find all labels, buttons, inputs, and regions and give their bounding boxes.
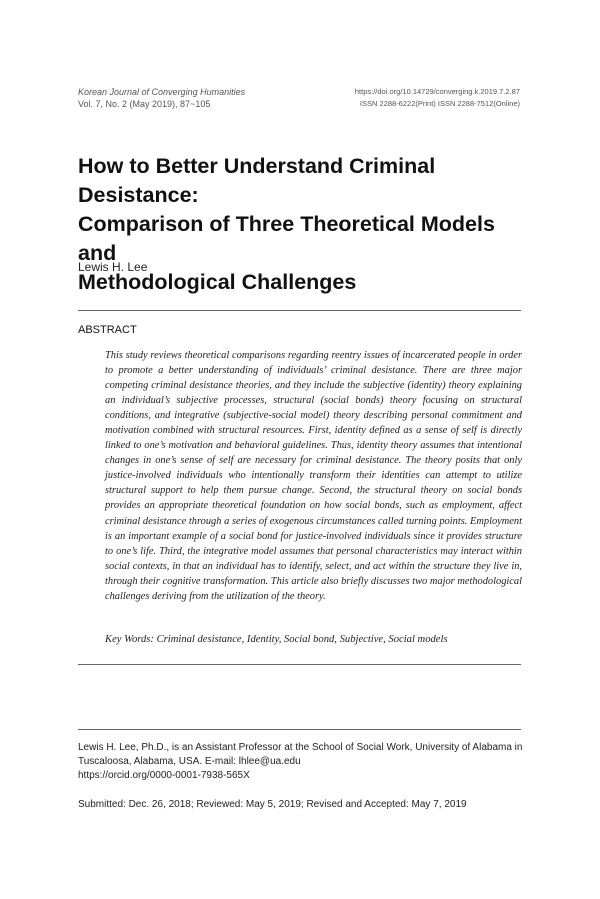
author-name: Lewis H. Lee [78, 260, 148, 274]
abstract-text: This study reviews theoretical comparisons regarding reentry issues of incarcerated people in order to promote a better understanding of individuals’ criminal desistance. There are three major competing criminal desistance theories, and they include the subjective (identity) theory explaining an individual’s subjective processes, structural (social bonds) theory focusing on structural conditions, and integrative (subjective-social model) theory describing personal commitment and motivation combined with structural resources. First, identity defined as a sense of self is directly linked to one’s motivation and behavioral guidelines. Thus, identity theory assumes that intentional changes in one’s sense of self are necessary for criminal desistance. The theory posits that only justice-involved individuals who intentionally transform their identities can attempt to utilize structural support to help them pursue change. Second, the structural theory on social bonds provides an appropriate theoretical foundation on how social bonds, such as employment, affect criminal desistance through a series of exogenous circumstances called turning points. Employment is an important example of a social bond for justice-involved individuals since it provides structure to one’s life. Third, the integrative model assumes that personal characteristics may interact within social contexts, in that an individual has to identify, select, and act within the structure they live in, through their cognitive transformation. This article also briefly discusses two major methodological challenges deriving from the utilization of the theory. [105, 350, 522, 602]
author-footnote [78, 741, 523, 783]
footnote-divider [78, 729, 521, 730]
title-line: Comparison of Three Theoretical Models and [78, 212, 495, 265]
journal-volume: Vol. 7, No. 2 (May 2019), 87~105 [78, 99, 211, 109]
issn: ISSN 2288-6222(Print) ISSN 2288-7512(Online) [359, 99, 520, 108]
journal-name: Korean Journal of Converging Humanities [78, 87, 246, 97]
abstract-heading: ABSTRACT [78, 324, 137, 336]
doi-link[interactable]: https://doi.org/10.14729/converging.k.2019.7.2.87 [354, 87, 520, 96]
title-line: Methodological Challenges [78, 270, 357, 294]
submission-dates: Submitted: Dec. 26, 2018; Reviewed: May 5, 2019; Revised and Accepted: May 7, 2019 [78, 799, 467, 810]
author-affiliation: Lewis H. Lee, Ph.D., is an Assistant Professor at the School of Social Work, University of Alabama in Tuscaloosa, Alabama, USA. E-mail: lhlee@ua.edu [78, 742, 523, 767]
divider [78, 310, 521, 311]
article-title [78, 152, 528, 297]
orcid-link[interactable]: https://orcid.org/0000-0001-7938-565X [78, 770, 250, 781]
keywords: Key Words: Criminal desistance, Identity, Social bond, Subjective, Social models [105, 634, 448, 645]
title-line: How to Better Understand Criminal Desistance: [78, 154, 436, 207]
divider [78, 664, 521, 665]
journal-identifiers [355, 86, 520, 110]
journal-header [78, 86, 245, 110]
